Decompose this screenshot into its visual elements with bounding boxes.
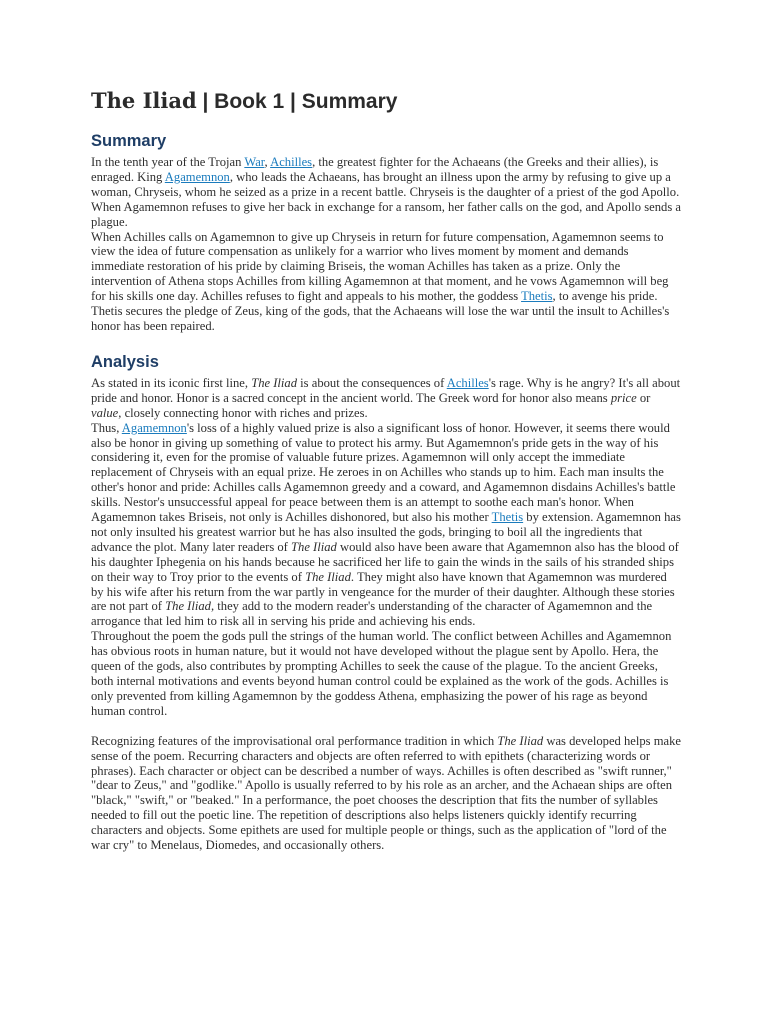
italic-text: The Iliad [291, 539, 337, 554]
text-run: As stated in its iconic first line, [91, 375, 252, 390]
text-run: by extension. Agamemnon has not only insulted his greatest warrior but he has also insulted the gods, bringing to boil all the ingredients that advance the plot. Many later readers of [91, 510, 681, 554]
text-run: Throughout the poem the gods pull the strings of the human world. The conflict between Achilles and Agamemnon has obvious roots in human nature, but it would not have developed without the plague sent by Apollo. Hera, the queen of the gods, also contributes by prompting Achilles to seek the cause of the plague. To the ancient Greeks, both internal motivations and events beyond human control could be explained as the work of the gods. Achilles is only prevented from killing Agamemnon by the goddess Athena, emphasizing the power of his rage as beyond human control. [91, 629, 672, 718]
text-run: , who leads the Achaeans, has brought an illness upon the army by refusing to give up a woman, Chryseis, whom he seized as a prize in a recent battle. Chryseis is the daughter of a priest of the god Apollo. When Agamemnon refuses to give her back in exchange for a ransom, her father calls on the god, and Apollo sends a plague. [91, 169, 681, 229]
italic-text: price [610, 390, 637, 405]
text-run: In the tenth year of the Trojan [91, 155, 245, 169]
analysis-heading: Analysis [91, 352, 159, 371]
text-run: would also have been aware that Agamemnon also has the blood of his daughter Iphegenia on his hands because he sacrificed her life to gain the winds in the sails of his stranded ships on their way to Troy prior to the events of [91, 539, 679, 584]
text-run: is about the consequences of [297, 375, 447, 390]
page-title [91, 86, 681, 117]
summary-paragraph-1 [91, 155, 681, 230]
link-achilles[interactable]: Achilles [446, 375, 489, 390]
text-run: 's rage. Why is he angry? It's all about pride and honor. Honor is a sacred concept in the ancient world. The Greek word for honor also means [91, 375, 681, 405]
analysis-paragraph-3 [91, 629, 681, 718]
italic-text: The Iliad [305, 569, 351, 584]
link-achilles[interactable]: Achilles [270, 155, 313, 169]
analysis-paragraph-2 [91, 421, 681, 630]
analysis-paragraph-1 [91, 376, 681, 421]
summary-body [91, 155, 681, 334]
link-thetis[interactable]: Thetis [491, 510, 524, 525]
italic-text: The Iliad, [165, 599, 215, 614]
link-agamemnon[interactable]: Agamemnon [121, 420, 187, 435]
text-run: Thus, [91, 420, 122, 435]
text-run: , to avenge his pride. Thetis secures the pledge of Zeus, king of the gods, that the Achaeans will lose the war until the insult to Achilles's honor has been repaired. [91, 289, 670, 333]
text-run: When Achilles calls on Agamemnon to give up Chryseis in return for future compensation, Agamemnon seems to view the idea of future compensation as unlikely for a warrior who lives moment by moment and demands immediate restoration of his pride by claiming Briseis, the woman Achilles has taken as a prize. Only the intervention of Athena stops Achilles from killing Agamemnon at that moment, and he vows Agamemnon will beg for his skills one day. Achilles refuses to fight and appeals to his mother, the goddess [91, 229, 669, 304]
text-run: they add to the modern reader's understanding of the character of Agamemnon and the arrogance that led him to risk all in serving his pride and achieving his ends. [91, 599, 653, 629]
analysis-body [91, 376, 681, 853]
text-run: , closely connecting honor with riches and prizes. [118, 405, 368, 420]
text-run: , the greatest fighter for the Achaeans (the Greeks and their allies), is enraged. King [91, 155, 659, 184]
text-run: or [636, 390, 651, 405]
title-book-name: The Iliad [91, 88, 197, 113]
link-war[interactable]: War [244, 155, 265, 169]
text-run: Recognizing features of the improvisational oral performance tradition in which [91, 733, 498, 748]
title-section: | Book 1 | Summary [196, 90, 398, 113]
italic-text: value [91, 405, 119, 420]
text-run: , [264, 155, 271, 169]
paragraph-spacer [91, 719, 681, 734]
link-thetis[interactable]: Thetis [521, 289, 553, 304]
italic-text: The Iliad [497, 733, 544, 748]
text-run: was developed helps make sense of the poem. Recurring characters and objects are often referred to with epithets (characterizing words or phrases). Each character or object can be described a number of ways. Achilles is often described as "swift runner," "dear to Zeus," and "godlike." Apollo is usually referred to by his role as an archer, and the Achaean ships are often "black," "swift," or "beaked." In a performance, the poet chooses the description that fits the number of syllables needed to fill out the poetic line. The repetition of descriptions also helps listeners quickly identify recurring characters and objects. Some epithets are used for multiple people or things, such as the application of "lord of the war cry" to Menelaus, Diomedes, and occasionally others. [91, 733, 681, 853]
analysis-paragraph-4 [91, 734, 681, 853]
italic-text: The Iliad [251, 375, 298, 390]
summary-heading: Summary [91, 132, 167, 150]
text-run: . They might also have known that Agamemnon was murdered by his wife after his return from the war partly in vengeance for the murder of their daughter. Although these stories are not part of [91, 569, 675, 614]
document-page [91, 86, 681, 853]
summary-paragraph-2 [91, 230, 681, 334]
text-run: 's loss of a highly valued prize is also a significant loss of honor. However, it seems there would also be honor in giving up something of value to protect his army. But Agamemnon's pride gets in the way of his considering it, even for the promise of valuable future prizes. Agamemnon will only accept the immediate replacement of Chryseis with an equal prize. He zeroes in on Achilles who stands up to him. Each man insults the other's honor and pride: Achilles calls Agamemnon greedy and a coward, and Agamemnon disdains Achilles's battle skills. Nestor's unsuccessful appeal for peace between them is an attempt to soothe each man's honor. When Agamemnon takes Briseis, not only is Achilles dishonored, but also his mother [91, 420, 676, 525]
link-agamemnon[interactable]: Agamemnon [164, 169, 230, 184]
